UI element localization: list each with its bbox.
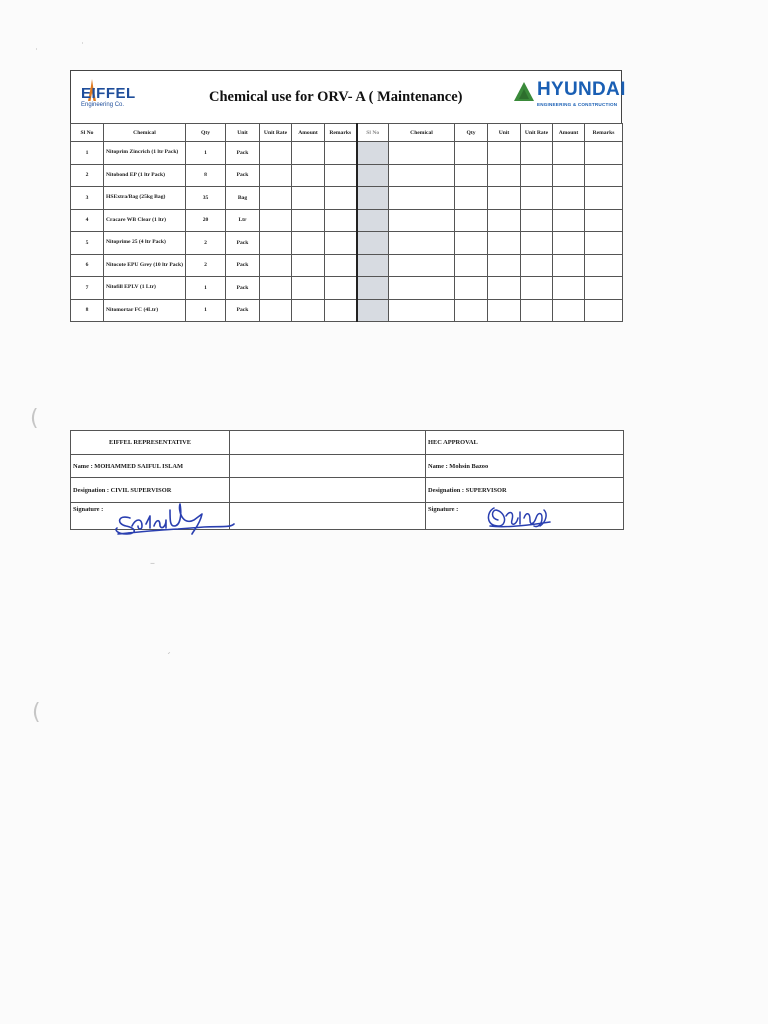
column-header: Remarks (325, 124, 357, 142)
unit-rate-cell (521, 254, 553, 277)
sl-no-cell: 3 (71, 187, 104, 210)
sl-no-cell: 7 (71, 277, 104, 300)
amount-cell (553, 142, 585, 165)
scan-mark: ˙ (34, 48, 39, 59)
table-row (71, 142, 623, 165)
amount-cell (292, 209, 325, 232)
chemical-cell (389, 277, 455, 300)
sl-no-cell (357, 209, 389, 232)
sl-no-cell: 4 (71, 209, 104, 232)
unit-cell (488, 299, 521, 322)
amount-cell (292, 254, 325, 277)
unit-rate-cell (260, 164, 292, 187)
column-header: Sl No (71, 124, 104, 142)
unit-cell: Pack (226, 232, 260, 255)
chemical-cell (389, 299, 455, 322)
unit-cell (488, 164, 521, 187)
chemical-cell (389, 164, 455, 187)
table-row (71, 187, 623, 210)
unit-cell (488, 187, 521, 210)
amount-cell (292, 164, 325, 187)
table-row (71, 232, 623, 255)
chemical-cell (389, 232, 455, 255)
column-header: Remarks (585, 124, 623, 142)
approval-heading-row (71, 431, 624, 455)
hec-designation: Designation : SUPERVISOR (426, 478, 624, 503)
qty-cell: 8 (186, 164, 226, 187)
qty-cell: 1 (186, 142, 226, 165)
hyundai-logo (513, 79, 626, 115)
column-header: Unit (488, 124, 521, 142)
chemical-cell: Nitocote EPU Grey (10 ltr Pack) (104, 254, 186, 277)
qty-cell (455, 142, 488, 165)
approval-table (70, 430, 624, 530)
chemical-cell: HSExtra/Bag (25kg Bag) (104, 187, 186, 210)
amount-cell (292, 232, 325, 255)
sl-no-cell (357, 232, 389, 255)
column-header: Chemical (389, 124, 455, 142)
sl-no-cell (357, 164, 389, 187)
qty-cell (455, 254, 488, 277)
column-header: Amount (292, 124, 325, 142)
remarks-cell (325, 164, 357, 187)
chemical-cell: Cracare WB Clear (1 ltr) (104, 209, 186, 232)
unit-rate-cell (521, 232, 553, 255)
sl-no-cell: 6 (71, 254, 104, 277)
amount-cell (292, 277, 325, 300)
blank-cell (230, 503, 426, 530)
qty-cell: 20 (186, 209, 226, 232)
chemical-cell (389, 254, 455, 277)
punch-hole-mark: ( (32, 700, 41, 725)
column-header: Amount (553, 124, 585, 142)
eiffel-logo (81, 79, 151, 115)
unit-rate-cell (521, 187, 553, 210)
remarks-cell (325, 232, 357, 255)
sl-no-cell (357, 277, 389, 300)
unit-rate-cell (521, 277, 553, 300)
unit-cell: Pack (226, 277, 260, 300)
hyundai-logo-name: HYUNDAI (537, 79, 626, 100)
amount-cell (553, 299, 585, 322)
remarks-cell (325, 277, 357, 300)
remarks-cell (585, 187, 623, 210)
sl-no-cell (357, 299, 389, 322)
remarks-cell (585, 299, 623, 322)
punch-hole-mark: ( (30, 406, 39, 431)
table-row (71, 164, 623, 187)
approval-name-row (71, 455, 624, 478)
unit-cell: Pack (226, 254, 260, 277)
column-header: Unit (226, 124, 260, 142)
qty-cell (455, 232, 488, 255)
chemical-cell: Nitoprime 25 (4 ltr Pack) (104, 232, 186, 255)
unit-cell (488, 142, 521, 165)
unit-cell (488, 209, 521, 232)
page-title: Chemical use for ORV- A ( Maintenance) (209, 89, 463, 105)
unit-cell: Ltr (226, 209, 260, 232)
scan-mark: – (150, 558, 155, 569)
chemical-cell (389, 187, 455, 210)
remarks-cell (585, 277, 623, 300)
chemical-cell: Nitomortar FC (4Ltr) (104, 299, 186, 322)
chemical-sheet (70, 70, 626, 322)
unit-rate-cell (521, 299, 553, 322)
remarks-cell (325, 209, 357, 232)
eiffel-designation: Designation : CIVIL SUPERVISOR (71, 478, 230, 503)
column-header: Qty (186, 124, 226, 142)
unit-rate-cell (260, 299, 292, 322)
chemical-cell (389, 209, 455, 232)
chemical-cell: Nitobond EP (1 ltr Pack) (104, 164, 186, 187)
eiffel-signature-label: Signature : (71, 503, 230, 530)
sl-no-cell (357, 142, 389, 165)
chemical-table (70, 123, 623, 322)
remarks-cell (585, 254, 623, 277)
unit-rate-cell (521, 142, 553, 165)
unit-cell: Pack (226, 164, 260, 187)
unit-rate-cell (260, 277, 292, 300)
chemical-cell: Nitoprim Zincrich (1 ltr Pack) (104, 142, 186, 165)
chemical-table-body (71, 142, 623, 322)
unit-cell (488, 254, 521, 277)
column-header: Unit Rate (260, 124, 292, 142)
hec-approval-heading: HEC APPROVAL (426, 431, 624, 455)
column-header: Qty (455, 124, 488, 142)
scan-mark: ´ (166, 652, 171, 663)
amount-cell (553, 187, 585, 210)
qty-cell: 1 (186, 277, 226, 300)
amount-cell (553, 164, 585, 187)
eiffel-logo-tagline: Engineering Co. (81, 102, 125, 108)
unit-cell: Bag (226, 187, 260, 210)
table-row (71, 254, 623, 277)
unit-rate-cell (260, 209, 292, 232)
blank-cell (230, 431, 426, 455)
qty-cell: 1 (186, 299, 226, 322)
eiffel-logo-name: EIFFEL (81, 85, 136, 102)
qty-cell (455, 277, 488, 300)
remarks-cell (325, 187, 357, 210)
unit-cell: Pack (226, 299, 260, 322)
approval-signature-row (71, 503, 624, 530)
amount-cell (553, 232, 585, 255)
blank-cell (230, 455, 426, 478)
qty-cell: 2 (186, 254, 226, 277)
unit-rate-cell (260, 232, 292, 255)
sheet-header (70, 70, 626, 123)
unit-rate-cell (521, 164, 553, 187)
sl-no-cell (357, 254, 389, 277)
amount-cell (292, 187, 325, 210)
amount-cell (292, 142, 325, 165)
unit-cell: Pack (226, 142, 260, 165)
chemical-cell (389, 142, 455, 165)
hyundai-logo-tagline: ENGINEERING & CONSTRUCTION (537, 102, 618, 107)
unit-rate-cell (260, 254, 292, 277)
remarks-cell (585, 209, 623, 232)
sl-no-cell: 5 (71, 232, 104, 255)
sl-no-cell: 1 (71, 142, 104, 165)
amount-cell (292, 299, 325, 322)
hec-signature-label: Signature : (426, 503, 624, 530)
unit-cell (488, 232, 521, 255)
remarks-cell (325, 254, 357, 277)
unit-rate-cell (260, 142, 292, 165)
unit-rate-cell (260, 187, 292, 210)
chemical-cell: Nitofill EPLV (1 Ltr) (104, 277, 186, 300)
qty-cell (455, 164, 488, 187)
amount-cell (553, 254, 585, 277)
hyundai-triangle-icon (513, 81, 535, 103)
column-header: Unit Rate (521, 124, 553, 142)
remarks-cell (585, 142, 623, 165)
qty-cell (455, 299, 488, 322)
sl-no-cell: 8 (71, 299, 104, 322)
sl-no-cell: 2 (71, 164, 104, 187)
unit-cell (488, 277, 521, 300)
eiffel-name: Name : MOHAMMED SAIFUL ISLAM (71, 455, 230, 478)
approval-designation-row (71, 478, 624, 503)
unit-rate-cell (521, 209, 553, 232)
remarks-cell (585, 232, 623, 255)
hec-name: Name : Mohsin Bazoo (426, 455, 624, 478)
qty-cell: 35 (186, 187, 226, 210)
qty-cell: 2 (186, 232, 226, 255)
scan-mark: ˙ (80, 42, 85, 53)
qty-cell (455, 209, 488, 232)
eiffel-representative-heading: EIFFEL REPRESENTATIVE (71, 431, 230, 455)
remarks-cell (325, 142, 357, 165)
remarks-cell (585, 164, 623, 187)
table-row (71, 277, 623, 300)
amount-cell (553, 209, 585, 232)
column-header: Chemical (104, 124, 186, 142)
table-row (71, 299, 623, 322)
amount-cell (553, 277, 585, 300)
sl-no-cell (357, 187, 389, 210)
table-row (71, 209, 623, 232)
table-header-row (71, 124, 623, 142)
remarks-cell (325, 299, 357, 322)
qty-cell (455, 187, 488, 210)
blank-cell (230, 478, 426, 503)
column-header: Sl No (357, 124, 389, 142)
